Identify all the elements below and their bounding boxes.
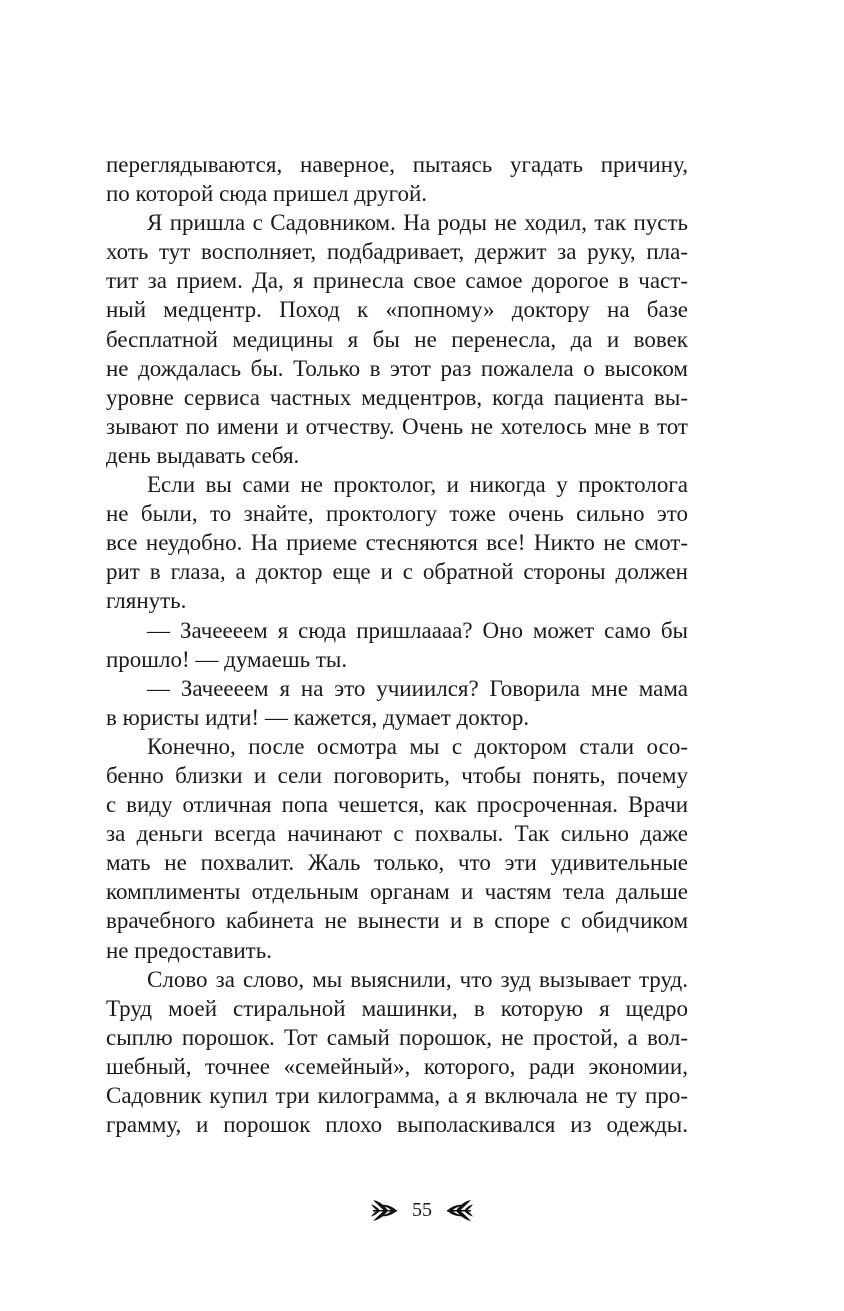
- text-line: Садовник купил три килограмма, а я включала не ту про-: [106, 1083, 688, 1108]
- text-line: хоть тут восполняет, подбадривает, держит за руку, пла-: [106, 239, 688, 265]
- text-line: мать не похвалит. Жаль только, что эти удивительные: [106, 850, 688, 876]
- text-line: день выдавать себя.: [106, 442, 300, 468]
- text-line: Слово за слово, мы выяснили, что зуд вызывает труд.: [147, 966, 688, 992]
- text-line: Конечно, после осмотра мы с доктором стали осо-: [147, 733, 688, 759]
- text-line: — Зачеееем я сюда пришлаааа? Оно может само бы: [147, 617, 688, 643]
- text-line: грамму, и порошок плохо выполаскивался из одежды.: [106, 1112, 688, 1138]
- text-line: все неудобно. На приеме стесняются все! Никто не смот-: [106, 530, 688, 556]
- body-text: [106, 150, 688, 1139]
- text-line: прошло! — думаешь ты.: [106, 646, 348, 672]
- text-line: Если вы сами не проктолог, и никогда у проктолога: [147, 472, 688, 498]
- leaf-sprig-right-icon: [370, 1195, 400, 1225]
- text-line: тит за прием. Да, я принесла свое самое дорогое в част-: [106, 268, 688, 294]
- text-line: комплименты отдельным органам и частям тела дальше: [106, 879, 688, 905]
- text-line: ный медцентр. Поход к «попному» доктору на базе: [106, 297, 688, 323]
- text-line: не предоставить.: [106, 937, 272, 963]
- text-line: врачебного кабинета не вынести и в споре с обидчиком: [106, 908, 688, 934]
- text-line: — Зачеееем я на это учииился? Говорила мне мама: [147, 675, 688, 701]
- page-footer: [0, 1193, 844, 1227]
- text-line: Труд моей стиральной машинки, в которую я щедро: [106, 995, 688, 1021]
- text-line: рит в глаза, а доктор еще и с обратной стороны должен: [106, 559, 688, 585]
- text-line: глянуть.: [106, 588, 187, 614]
- page-number: 55: [412, 1198, 432, 1221]
- text-line: шебный, точнее «семейный», которого, ради экономии,: [106, 1053, 688, 1079]
- text-line: не были, то знайте, проктологу тоже очень сильно это: [106, 501, 688, 527]
- text-line: в юристы идти! — кажется, думает доктор.: [106, 704, 530, 730]
- text-line: бенно близки и сели поговорить, чтобы понять, почему: [106, 762, 688, 788]
- text-line: по которой сюда пришел другой.: [106, 181, 428, 207]
- text-line: сыплю порошок. Тот самый порошок, не простой, а вол-: [106, 1024, 688, 1050]
- text-line: переглядываются, наверное, пытаясь угадать причину,: [106, 152, 688, 177]
- text-line: Я пришла с Садовником. На роды не ходил, так пусть: [147, 210, 688, 236]
- text-line: уровне сервиса частных медцентров, когда пациента вы-: [106, 384, 688, 410]
- text-line: зывают по имени и отчеству. Очень не хотелось мне в тот: [106, 413, 688, 439]
- text-line: не дождалась бы. Только в этот раз пожалела о высоком: [106, 355, 688, 381]
- text-line: с виду отличная попа чешется, как просроченная. Врачи: [106, 792, 688, 818]
- leaf-sprig-left-icon: [444, 1195, 474, 1225]
- text-line: бесплатной медицины я бы не перенесла, да и вовек: [106, 326, 688, 352]
- text-line: за деньги всегда начинают с похвалы. Так сильно даже: [106, 821, 688, 847]
